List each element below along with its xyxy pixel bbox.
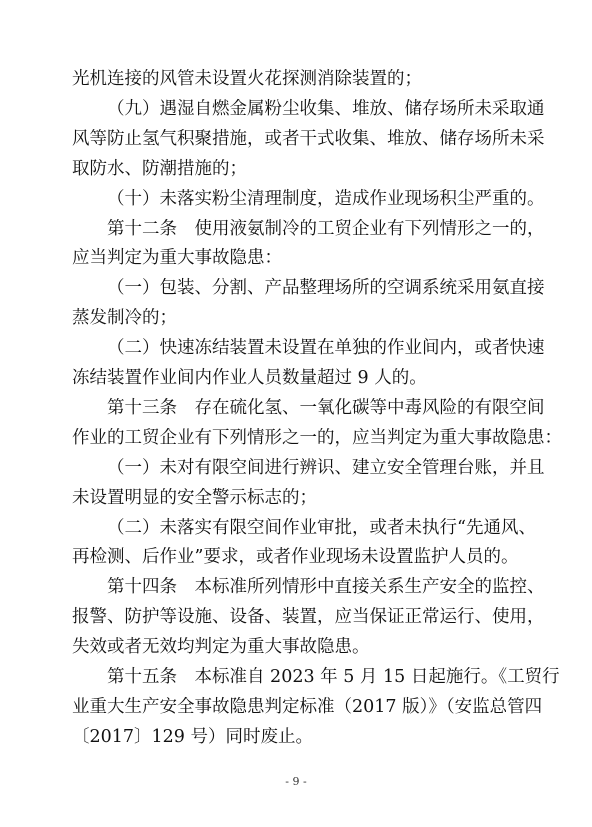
body-text-line: 作业的工贸企业有下列情形之一的，应当判定为重大事故隐患： (72, 428, 562, 448)
body-text-line: 光机连接的风管未设置火花探测消除装置的； (72, 69, 422, 89)
body-text-line: 冻结装置作业间内作业人员数量超过 9 人的。 (72, 368, 427, 388)
article-heading-line: 第十五条 本标准自 2023 年 5 月 15 日起施行。《工贸行 (107, 667, 560, 687)
body-text-line: （一）包装、分割、产品整理场所的空调系统采用氨直接 (107, 278, 545, 298)
page-number: - 9 - (285, 775, 307, 788)
body-text-line: 再检测、后作业”要求，或者作业现场未设置监护人员的。 (72, 547, 519, 567)
body-text-line: （十）未落实粉尘清理制度，造成作业现场积尘严重的。 (107, 189, 545, 209)
body-text-line: 取防水、防潮措施的； (72, 159, 247, 179)
body-text-line: （九）遇湿自燃金属粉尘收集、堆放、储存场所未采取通 (107, 99, 545, 119)
body-text-line: 业重大生产安全事故隐患判定标准（2017 版）》（安监总管四 (72, 697, 543, 717)
body-text-line: 未设置明显的安全警示标志的； (72, 488, 317, 508)
body-text-line: 蒸发制冷的； (72, 308, 177, 328)
body-text-line: 报警、防护等设施、设备、装置，应当保证正常运行、使用， (72, 607, 545, 627)
body-text-line: 失效或者无效均判定为重大事故隐患。 (72, 637, 370, 657)
body-text-line: （二）快速冻结装置未设置在单独的作业间内，或者快速 (107, 338, 545, 358)
body-text-line: （二）未落实有限空间作业审批，或者未执行“先通风、 (107, 518, 536, 538)
article-heading-line: 第十三条 存在硫化氢、一氧化碳等中毒风险的有限空间 (107, 398, 545, 418)
body-text-line: 风等防止氢气积聚措施，或者干式收集、堆放、储存场所未采 (72, 129, 545, 149)
article-heading-line: 第十四条 本标准所列情形中直接关系生产安全的监控、 (107, 577, 545, 597)
body-text-line: 应当判定为重大事故隐患： (72, 248, 282, 268)
body-text-line: 〔2017〕129 号）同时废止。 (72, 727, 314, 747)
article-heading-line: 第十二条 使用液氨制冷的工贸企业有下列情形之一的， (107, 219, 545, 239)
body-text-line: （一）未对有限空间进行辨识、建立安全管理台账，并且 (107, 458, 545, 478)
